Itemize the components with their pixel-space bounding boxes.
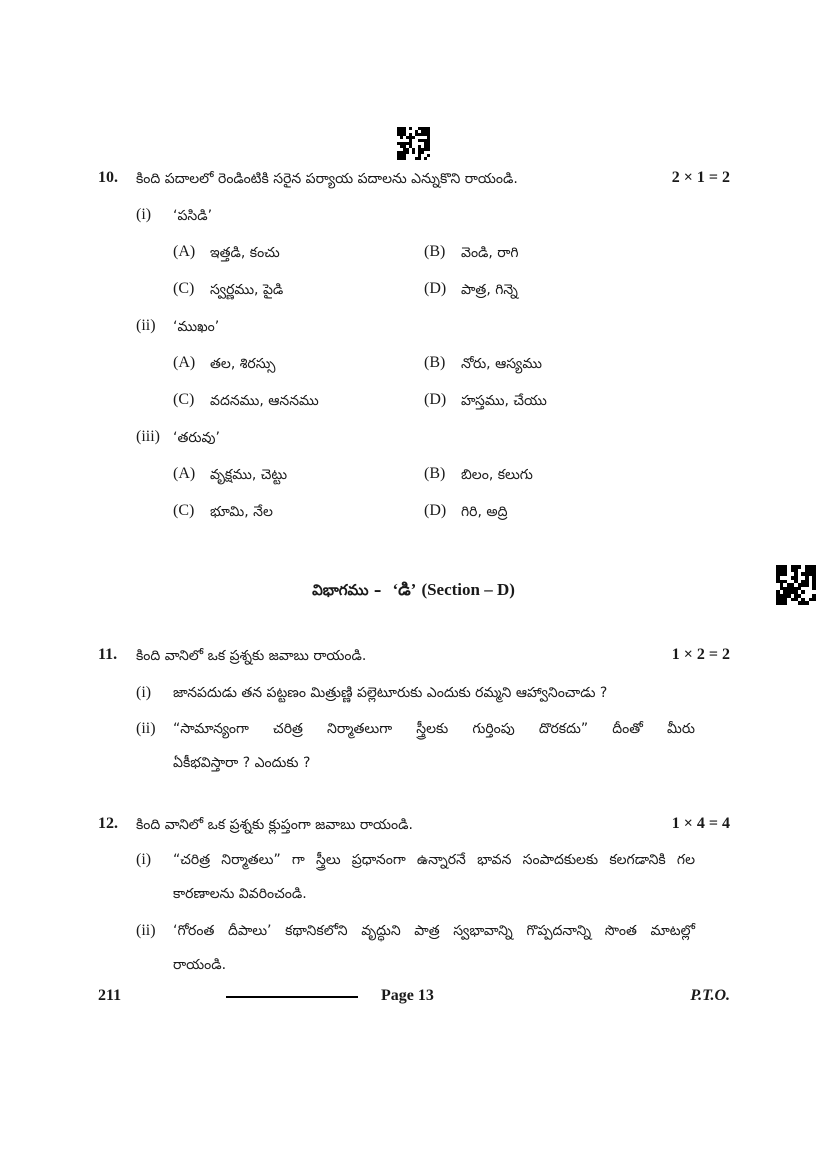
q11-number: 11.: [98, 646, 118, 663]
q11-text: కింది వానిలో ఒక ప్రశ్నకు జవాబు రాయండి.: [136, 648, 367, 664]
q12-part-ii-line-2: రాయండి.: [173, 957, 227, 973]
q10-part-iii-word: ‘తరువు’: [173, 430, 220, 446]
section-heading-english: (Section – D): [421, 580, 515, 599]
q10-part-iii-label: (iii): [136, 428, 160, 445]
q10-ii-option-d-text: హస్తము, చేయు: [461, 393, 547, 409]
q12-number: 12.: [98, 815, 118, 832]
q10-ii-option-d-letter: (D): [424, 391, 447, 408]
qr-module: [427, 157, 430, 160]
footer-page-number: Page 13: [381, 987, 434, 1004]
q12-part-ii-line-1: ‘గోరంత దీపాలు’ కథానికలోని వృద్ధుని పాత్ర స్వభావాన్ని గొప్పదనాన్ని సొంత మాటల్లో: [173, 923, 695, 939]
q10-ii-option-b-letter: (B): [424, 354, 446, 371]
q10-iii-option-c-text: భూమి, నేల: [210, 504, 273, 520]
q11-part-ii-label: (ii): [136, 720, 156, 737]
footer-pto: P.T.O.: [690, 987, 730, 1004]
q10-iii-option-d-letter: (D): [424, 502, 447, 519]
q10-part-i-label: (i): [136, 206, 152, 223]
q10-iii-option-a-letter: (A): [173, 465, 196, 482]
section-heading-quote: ‘డి’: [392, 580, 417, 599]
q10-ii-option-c-letter: (C): [173, 391, 195, 408]
q10-part-ii-word: ‘ముఖం’: [173, 319, 220, 335]
q10-i-option-c-letter: (C): [173, 280, 195, 297]
q10-iii-option-c-letter: (C): [173, 502, 195, 519]
q12-text: కింది వానిలో ఒక ప్రశ్నకు క్లుప్తంగా జవాబు రాయండి.: [136, 817, 413, 833]
section-heading-telugu: విభాగము –: [312, 581, 382, 599]
section-heading: [0, 580, 827, 604]
q10-i-option-b-text: వెండి, రాగి: [461, 245, 519, 261]
footer-rule: [226, 996, 358, 998]
q10-ii-option-c-text: వదనము, ఆననము: [210, 393, 319, 409]
q10-i-option-c-text: స్వర్ణము, పైడి: [210, 282, 284, 298]
q10-i-option-d-letter: (D): [424, 280, 447, 297]
q11-marks: 1 × 2 = 2: [671, 646, 730, 663]
q11-part-ii-line-1: “సామాన్యంగా చరిత్ర నిర్మాతలుగా స్త్రీలకు గుర్తింపు దొరకదు” దీంతో మీరు: [173, 721, 695, 737]
q10-iii-option-b-text: బిలం, కలుగు: [461, 467, 533, 483]
q11-part-i-label: (i): [136, 684, 152, 701]
q11-part-i-line-1: జానపదుడు తన పట్టణం మిత్రుణ్ణి పల్లెటూరుకు ఎందుకు రమ్మని ఆహ్వానించాడు ?: [173, 685, 608, 701]
q10-text: కింది పదాలలో రెండింటికి సరైన పర్యాయ పదాలను ఎన్నుకొని రాయండి.: [136, 171, 518, 187]
q11-part-ii-line-2: ఏకీభవిస్తారా ? ఎందుకు ?: [173, 755, 311, 771]
q12-part-i-line-2: కారణాలను వివరించండి.: [173, 886, 307, 902]
q10-i-option-b-letter: (B): [424, 243, 446, 260]
q10-marks: 2 × 1 = 2: [671, 169, 730, 186]
q10-ii-option-b-text: నోరు, ఆస్యము: [461, 356, 542, 372]
q10-ii-option-a-text: తల, శిరస్సు: [210, 356, 276, 372]
q10-i-option-d-text: పాత్ర, గిన్నె: [461, 282, 518, 298]
q12-part-ii-label: (ii): [136, 922, 156, 939]
q10-part-i-word: ‘పసిడి’: [173, 208, 213, 224]
q10-i-option-a-text: ఇత్తడి, కంచు: [210, 245, 280, 261]
q12-part-i-line-1: “చరిత్ర నిర్మాతలు” గా స్త్రీలు ప్రధానంగా ఉన్నారనే భావన సంపాదకులకు కలగడానికి గల: [173, 852, 695, 868]
footer-code: 211: [98, 987, 122, 1004]
qr-code-top: [397, 127, 430, 160]
q10-ii-option-a-letter: (A): [173, 354, 196, 371]
q12-part-i-label: (i): [136, 851, 152, 868]
q10-number: 10.: [98, 169, 118, 186]
q10-iii-option-b-letter: (B): [424, 465, 446, 482]
q10-i-option-a-letter: (A): [173, 243, 196, 260]
q10-iii-option-d-text: గిరి, అద్రి: [461, 504, 508, 520]
q10-iii-option-a-text: వృక్షము, చెట్టు: [210, 467, 288, 483]
q10-part-ii-label: (ii): [136, 317, 156, 334]
q12-marks: 1 × 4 = 4: [671, 815, 730, 832]
